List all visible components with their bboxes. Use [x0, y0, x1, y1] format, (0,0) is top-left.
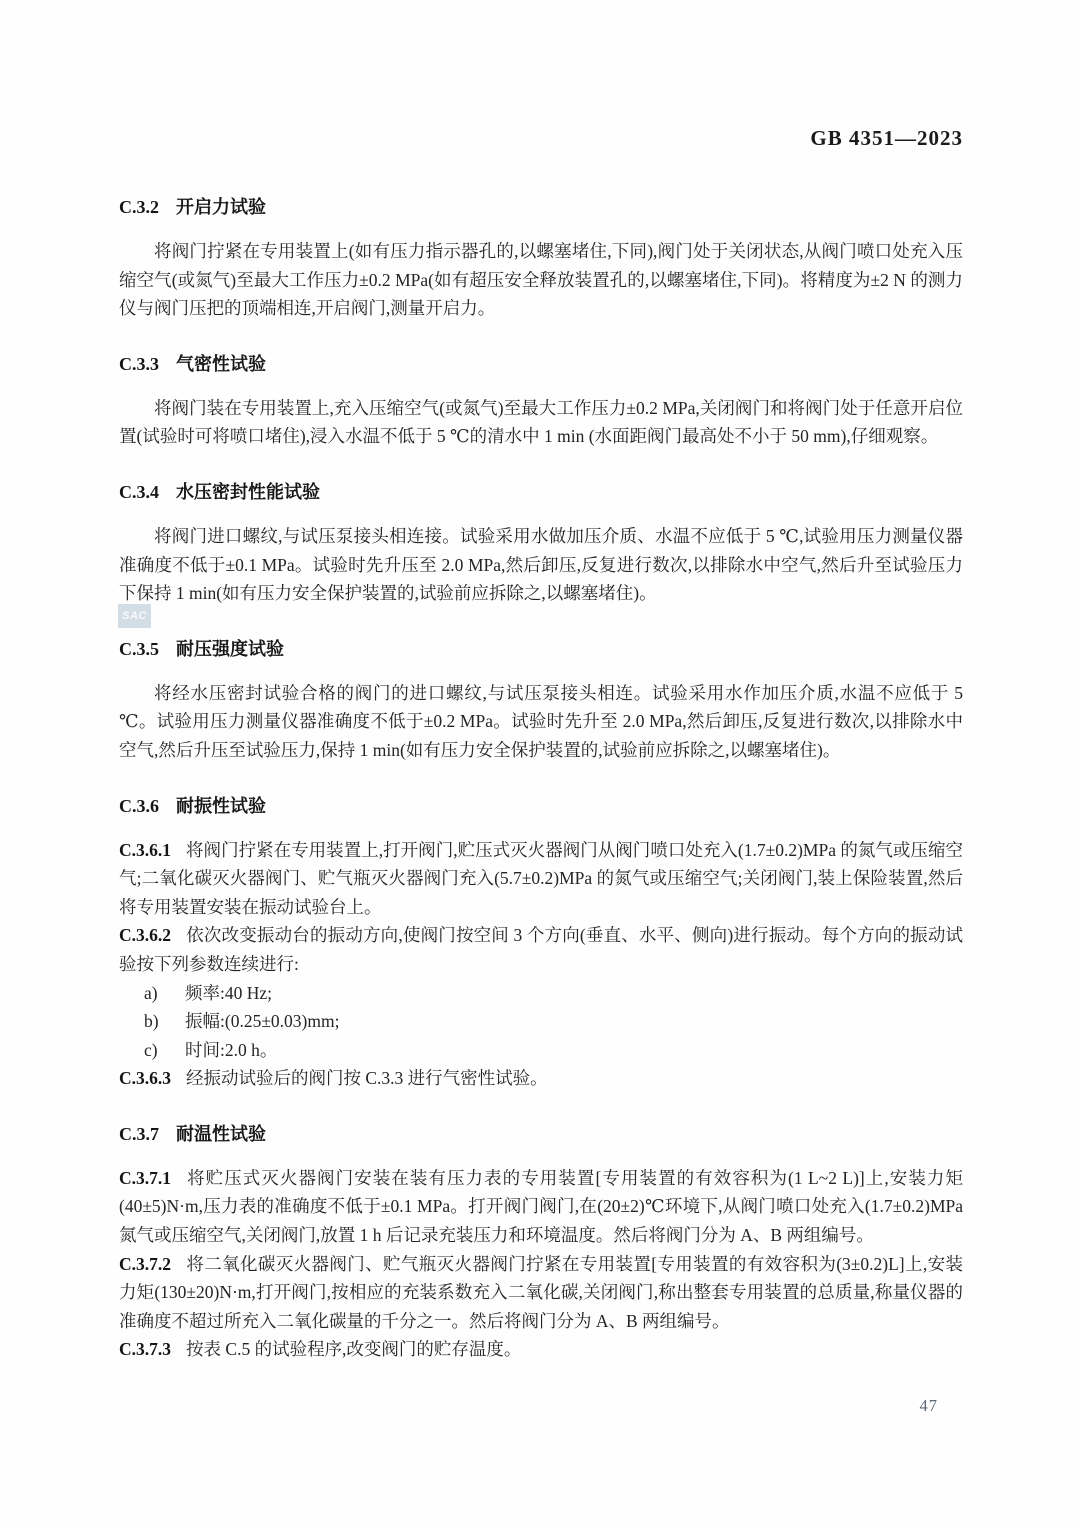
- clause-text: 依次改变振动台的振动方向,使阀门按空间 3 个方向(垂直、水平、侧向)进行振动。每个方向的振动试验按下列参数连续进行:: [119, 925, 963, 974]
- clause-heading: [119, 480, 963, 504]
- clause-heading: [119, 195, 963, 219]
- document-body: [119, 195, 963, 1364]
- clause-number: C.3.7.2: [119, 1253, 172, 1274]
- clause-title: 气密性试验: [176, 353, 266, 374]
- clause-paragraph: [119, 1064, 963, 1093]
- clause-text: 将二氧化碳灭火器阀门、贮气瓶灭火器阀门拧紧在专用装置[专用装置的有效容积为(3±0.2)L]上,安装力矩(130±20)N·m,打开阀门,按相应的充装系数充入二氧化碳,关闭阀门,称出整套专用装置的总质量,称量仪器的准确度不超过所充入二氧化碳量的千分之一。然后将阀门分为 A、B 两组编号。: [119, 1253, 963, 1331]
- clause-text: 按表 C.5 的试验程序,改变阀门的贮存温度。: [186, 1339, 522, 1360]
- clause-number: C.3.2: [119, 197, 159, 217]
- list-item: [119, 1036, 963, 1065]
- list-item: [119, 979, 963, 1008]
- clause-title: 耐振性试验: [176, 795, 266, 816]
- clause-number: C.3.7.3: [119, 1339, 172, 1360]
- clause-text: 将阀门拧紧在专用装置上,打开阀门,贮压式灭火器阀门从阀门喷口处充入(1.7±0.2)MPa 的氮气或压缩空气;二氧化碳灭火器阀门、贮气瓶灭火器阀门充入(5.7±0.2)MPa 的氮气或压缩空气;关闭阀门,装上保险装置,然后将专用装置安装在振动试验台上。: [119, 839, 963, 917]
- clause-number: C.3.6.2: [119, 925, 172, 946]
- clause-heading: [119, 352, 963, 376]
- clause-title: 开启力试验: [176, 197, 266, 217]
- clause-number: C.3.6.3: [119, 1068, 172, 1089]
- body-paragraph: 将阀门拧紧在专用装置上(如有压力指示器孔的,以螺塞堵住,下同),阀门处于关闭状态,从阀门喷口处充入压缩空气(或氮气)至最大工作压力±0.2 MPa(如有超压安全释放装置孔的,以螺塞堵住,下同)。将精度为±2 N 的测力仪与阀门压把的顶端相连,开启阀门,测量开启力。: [119, 241, 963, 319]
- clause-number: C.3.7: [119, 1123, 159, 1144]
- clause-number: C.3.6.1: [119, 839, 172, 860]
- clause-number: C.3.5: [119, 638, 159, 659]
- clause-title: 耐压强度试验: [176, 638, 284, 659]
- clause-number: C.3.3: [119, 353, 159, 374]
- list-item-label: a): [144, 982, 158, 1003]
- list-item-text: 振幅:(0.25±0.03)mm;: [185, 1011, 340, 1032]
- clause-paragraph: [119, 836, 963, 922]
- clause-number: C.3.7.1: [119, 1167, 172, 1188]
- list-item: [119, 1007, 963, 1036]
- body-paragraph: 将经水压密封试验合格的阀门的进口螺纹,与试压泵接头相连。试验采用水作加压介质,水温不应低于 5 ℃。试验用压力测量仪器准确度不低于±0.2 MPa。试验时先升至 2.0 MPa,然后卸压,反复进行数次,以排除水中空气,然后升压至试验压力,保持 1 min(如有压力安全保护装置的,试验前应拆除之,以螺塞堵住)。: [119, 682, 963, 760]
- clause-number: C.3.4: [119, 481, 159, 502]
- clause-number: C.3.6: [119, 795, 159, 816]
- clause-paragraph: [119, 1164, 963, 1250]
- body-paragraph: 将阀门进口螺纹,与试压泵接头相连接。试验采用水做加压介质、水温不应低于 5 ℃,试验用压力测量仪器准确度不低于±0.1 MPa。试验时先升压至 2.0 MPa,然后卸压,反复进行数次,以排除水中空气,然后升至试验压力下保持 1 min(如有压力安全保护装置的,试验前应拆除之,以螺塞堵住)。: [119, 525, 963, 604]
- clause-paragraph: [119, 1335, 963, 1364]
- standard-number: GB 4351—2023: [810, 126, 963, 150]
- clause-title: 水压密封性能试验: [176, 481, 320, 502]
- list-item-label: c): [144, 1039, 158, 1060]
- clause-paragraph: [119, 921, 963, 978]
- clause-text: 将贮压式灭火器阀门安装在装有压力表的专用装置[专用装置的有效容积为(1 L~2 L)]上,安装力矩(40±5)N·m,压力表的准确度不低于±0.1 MPa。打开阀门阀门,在(20±2)℃环境下,从阀门喷口处充入(1.7±0.2)MPa 氮气或压缩空气,关闭阀门,放置 1 h 后记录充装压力和环境温度。然后将阀门分为 A、B 两组编号。: [119, 1167, 963, 1246]
- sac-watermark: SAC: [118, 604, 151, 628]
- clause-heading: [119, 1122, 963, 1146]
- clause-text: 经振动试验后的阀门按 C.3.3 进行气密性试验。: [186, 1068, 548, 1089]
- list-item-label: b): [144, 1011, 159, 1032]
- list-item-text: 时间:2.0 h。: [185, 1039, 278, 1060]
- clause-heading: [119, 794, 963, 818]
- clause-heading: [119, 637, 963, 661]
- clause-paragraph: [119, 1250, 963, 1336]
- list-item-text: 频率:40 Hz;: [185, 982, 273, 1003]
- clause-title: 耐温性试验: [176, 1123, 266, 1144]
- body-paragraph: 将阀门装在专用装置上,充入压缩空气(或氮气)至最大工作压力±0.2 MPa,关闭阀门和将阀门处于任意开启位置(试验时可将喷口堵住),浸入水温不低于 5 ℃的清水中 1 min (水面距阀门最高处不小于 50 mm),仔细观察。: [119, 397, 963, 447]
- page-number: 47: [919, 1396, 938, 1415]
